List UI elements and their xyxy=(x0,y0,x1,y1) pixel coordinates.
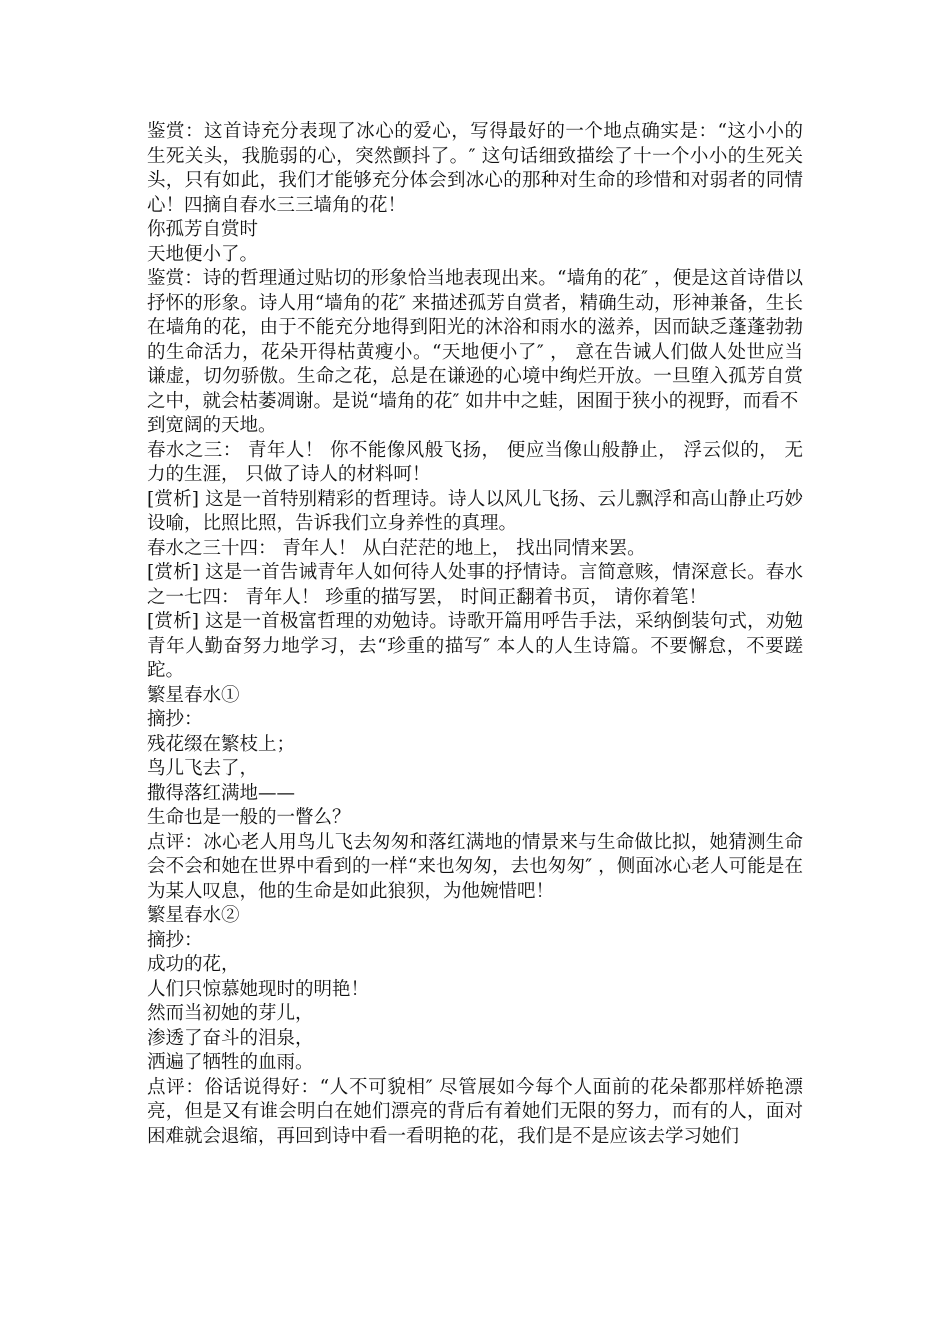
poem-line: 然而当初她的芽儿， xyxy=(147,1003,314,1024)
poem-line: 成功的花， xyxy=(147,954,240,975)
poem-spring-water-34: 春水之三十四： 青年人！ 从白茫茫的地上， 找出同情来罢。 xyxy=(147,537,646,559)
paragraph-continuation: 到宽阔的天地。 xyxy=(147,415,277,436)
paragraph-appreciation-1: 鉴赏：这首诗充分表现了冰心的爱心，写得最好的一个地点确实是：“这小小的生死关头，我脆弱的心，突然颤抖了。″ 这句话细致描绘了十一个小小的生死关头，只有如此，我们才能够充分体会到冰心的那种对生命的珍惜和对弱者的同情心！四摘自春水三三墙角的花！ xyxy=(147,121,803,216)
poem-line: 渗透了奋斗的泪泉， xyxy=(147,1027,314,1049)
paragraph-appreciation-2: 鉴赏：诗的哲理通过贴切的形象恰当地表现出来。“墙角的花″ ，便是这首诗借以抒怀的形象。诗人用“墙角的花″ 来描述孤芳自赏者，精确生动，形神兼备，生长在墙角的花，由于不能充分地得到阳光的沐浴和雨水的滋养，因而缺乏蓬蓬勃勃的生命活力，花朵开得枯黄瘦小。“天地便小了″ ， 意在告诫人们做人处世应当谦虚，切勿骄傲。生命之花，总是在谦逊的心境中绚烂开放。一旦堕入孤芳自赏之中，就会枯萎凋谢。是说“墙角的花″ 如井中之蛙，困囿于狭小的视野，而看不 xyxy=(147,268,803,412)
paragraph-comment-2: 点评：俗话说得好：“人不可貌相″ 尽管展如今每个人面前的花朵都那样娇艳漂亮，但是又有谁会明白在她们漂亮的背后有着她们无限的努力，而有的人，面对困难就会退缩，再回到诗中看一看明艳的花，我们是不是应该去学习她们 xyxy=(147,1076,803,1147)
paragraph-analysis-3: [赏析] 这是一首极富哲理的劝勉诗。诗歌开篇用呼告手法，采纳倒装句式，劝勉青年人勤奋努力地学习，去“珍重的描写″ 本人的人生诗篇。不要懈怠，不要蹉跎。 xyxy=(147,611,803,681)
poem-line: 人们只惊慕她现时的明艳！ xyxy=(147,978,370,1000)
poem-line: 撒得落红满地—— xyxy=(147,782,296,804)
excerpt-label: 摘抄： xyxy=(147,709,203,730)
section-heading-stars-spring-2: 繁星春水② xyxy=(147,905,240,926)
poem-line: 洒遍了牺牲的血雨。 xyxy=(147,1052,314,1073)
paragraph-analysis-2: [赏析] 这是一首告诫青年人如何待人处事的抒情诗。言简意赅，情深意长。春水之一七四： 青年人！ 珍重的描写罢， 时间正翻着书页， 请你着笔！ xyxy=(147,562,803,608)
poem-line: 鸟儿飞去了， xyxy=(147,758,259,779)
excerpt-label: 摘抄： xyxy=(147,929,203,951)
section-heading-stars-spring-1: 繁星春水① xyxy=(147,684,240,706)
paragraph-analysis-1: [赏析] 这是一首特别精彩的哲理诗。诗人以风儿飞扬、云儿飘浮和高山静止巧妙设喻，比照比照，告诉我们立身养性的真理。 xyxy=(147,488,803,534)
poem-line: 生命也是一般的一瞥么？ xyxy=(147,807,351,828)
paragraph-comment-1: 点评：冰心老人用鸟儿飞去匆匆和落红满地的情景来与生命做比拟，她猜测生命会不会和她在世界中看到的一样“来也匆匆，去也匆匆″ ，侧面冰心老人可能是在为某人叹息，他的生命是如此狼狈，为他婉惜吧！ xyxy=(147,831,803,902)
poem-line: 残花缀在繁枝上； xyxy=(147,733,296,755)
poem-line: 天地便小了。 xyxy=(147,243,259,265)
poem-spring-water-3: 春水之三： 青年人！ 你不能像风般飞扬， 便应当像山般静止， 浮云似的， 无力的生涯， 只做了诗人的材料呵！ xyxy=(147,439,803,485)
poem-line: 你孤芳自赏时 xyxy=(147,219,259,240)
document-body xyxy=(147,120,803,1149)
